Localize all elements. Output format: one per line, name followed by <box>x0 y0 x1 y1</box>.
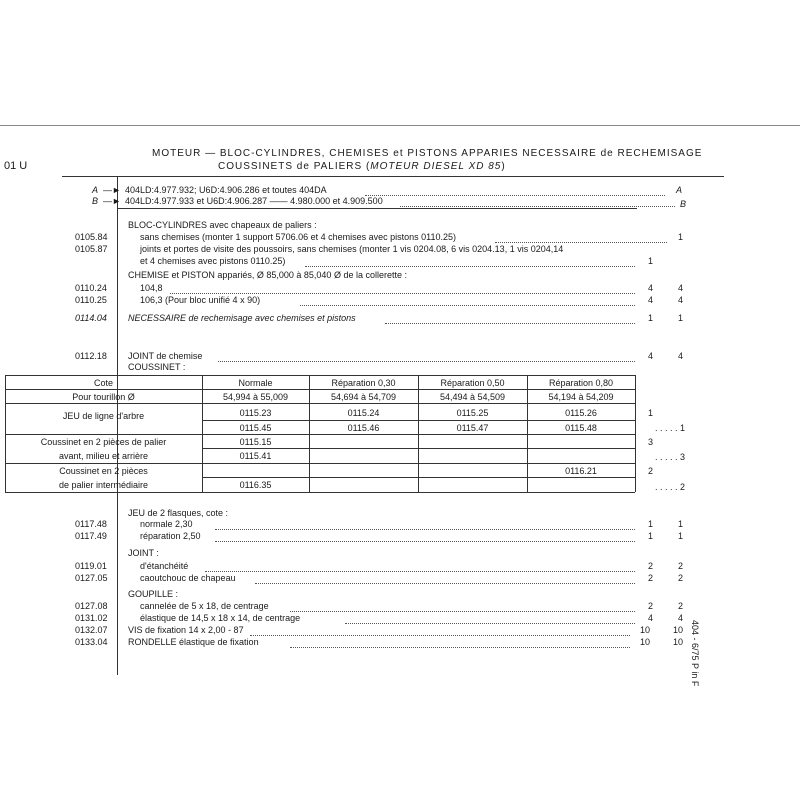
leader-dots <box>365 195 665 196</box>
table-cell: 0115.41 <box>239 451 272 461</box>
ref: 0117.48 <box>75 519 107 529</box>
qty: 2 <box>678 573 684 583</box>
qty: 1 <box>648 519 654 529</box>
leader-dots <box>290 611 635 612</box>
scan-edge <box>0 125 800 126</box>
leader-dots <box>255 583 635 584</box>
table-cell: 0115.48 <box>565 423 597 433</box>
ref: 0132.07 <box>75 625 108 635</box>
item-text: caoutchouc de chapeau <box>140 573 236 583</box>
table-cell: 0115.24 <box>347 408 380 418</box>
qty: 4 <box>648 613 654 623</box>
table-cell: 0115.26 <box>565 408 597 418</box>
qty: 1 <box>678 232 684 242</box>
qty: 4 <box>678 613 684 623</box>
row-label: Coussinet en 2 pièces <box>59 466 148 476</box>
leader-dots <box>345 623 635 624</box>
leader-dots <box>215 541 635 542</box>
item-text: 106,3 (Pour bloc unifié 4 x 90) <box>140 295 261 305</box>
col-header-rep30: Réparation 0,30 <box>331 378 396 388</box>
dots-label: . . . . . <box>655 482 678 492</box>
col-header-rep50: Réparation 0,50 <box>440 378 505 388</box>
qty: 3 <box>680 452 686 462</box>
side-code: 404 - 6/75 P in F <box>690 620 700 687</box>
flasques-heading: JEU de 2 flasques, cote : <box>128 508 229 518</box>
item-text: cannelée de 5 x 18, de centrage <box>140 601 269 611</box>
variant-b-right: B <box>680 199 687 209</box>
qty: 2 <box>680 482 686 492</box>
margin-rule <box>117 500 118 675</box>
qty: 2 <box>648 601 654 611</box>
table-cell: 0115.15 <box>239 437 272 447</box>
row-label: JEU de ligne d'arbre <box>62 411 145 421</box>
ref: 0131.02 <box>75 613 108 623</box>
qty: 10 <box>640 625 651 635</box>
item-text: normale 2,30 <box>140 519 193 529</box>
bloc-item-text-cont: et 4 chemises avec pistons 0110.25) <box>140 256 286 266</box>
table-cell: 54,494 à 54,509 <box>439 392 506 402</box>
qty: 10 <box>673 637 684 647</box>
qty: 4 <box>678 295 684 305</box>
qty: 2 <box>648 466 654 476</box>
table-cell: 0115.46 <box>347 423 380 433</box>
table-cell: 54,994 à 55,009 <box>222 392 289 402</box>
joint-heading: JOINT : <box>128 548 159 558</box>
qty: 2 <box>678 561 684 571</box>
leader-dots <box>215 529 635 530</box>
dots-label: . . . . . <box>655 423 678 433</box>
coussinet-heading: COUSSINET : <box>128 362 186 372</box>
leader-dots <box>385 323 635 324</box>
leader-dots <box>495 242 667 243</box>
ref: 0110.24 <box>75 283 107 293</box>
table-cell: 0115.45 <box>239 423 272 433</box>
arrow-icon: —► <box>103 185 121 195</box>
leader-dots <box>290 647 630 648</box>
item-text: 104,8 <box>140 283 163 293</box>
ref: 0117.49 <box>75 531 107 541</box>
ref-0105-87: 0105.87 <box>75 244 108 254</box>
qty: 4 <box>678 351 684 361</box>
leader-dots <box>300 305 635 306</box>
table-cell: 0116.21 <box>565 466 597 476</box>
arrow-icon: —► <box>103 196 121 206</box>
leader-dots <box>400 206 675 207</box>
qty: 1 <box>678 519 684 529</box>
qty: 1 <box>678 313 684 323</box>
page-code: 01 U <box>4 160 28 172</box>
row-label: avant, milieu et arrière <box>58 451 149 461</box>
table-cell: 0115.47 <box>456 423 489 433</box>
qty: 1 <box>648 256 654 266</box>
variant-b-letter: B <box>92 196 99 206</box>
qty: 1 <box>648 531 654 541</box>
ref: 0127.05 <box>75 573 108 583</box>
item-text: d'étanchéité <box>140 561 189 571</box>
ref: 0133.04 <box>75 637 108 647</box>
variant-a-right: A <box>676 185 683 195</box>
qty: 4 <box>648 295 654 305</box>
ref: 0112.18 <box>75 351 107 361</box>
ref: 0119.01 <box>75 561 107 571</box>
row-label: Pour tourillon Ø <box>72 392 135 402</box>
col-header-normale: Normale <box>238 378 273 388</box>
qty: 1 <box>648 408 654 418</box>
page-title: MOTEUR — BLOC-CYLINDRES, CHEMISES et PISTONS APPARIES NECESSAIRE de RECHEMISAGE <box>152 148 703 159</box>
leader-dots <box>218 361 635 362</box>
title-rule <box>62 176 724 177</box>
leader-dots <box>250 635 630 636</box>
table-cell: 0115.25 <box>456 408 489 418</box>
ref: 0114.04 <box>75 313 107 323</box>
qty: 1 <box>678 531 684 541</box>
ref: 0127.08 <box>75 601 108 611</box>
variant-a-letter: A <box>92 185 99 195</box>
ref: 0110.25 <box>75 295 107 305</box>
goupille-heading: GOUPILLE : <box>128 589 179 599</box>
bloc-heading: BLOC-CYLINDRES avec chapeaux de paliers : <box>128 220 317 230</box>
qty: 4 <box>648 283 654 293</box>
item-text: élastique de 14,5 x 18 x 14, de centrage <box>140 613 301 623</box>
qty: 1 <box>648 313 654 323</box>
qty: 4 <box>678 283 684 293</box>
bloc-item-text: joints et portes de visite des poussoirs, sans chemises (monter 1 vis 0204.08, 6 vis 0204.13, 1 vis 0204,14 <box>140 244 564 254</box>
page-subtitle: COUSSINETS de PALIERS (MOTEUR DIESEL XD 85) <box>218 161 506 172</box>
leader-dots <box>170 293 635 294</box>
table-cell: 0115.23 <box>239 408 272 418</box>
table-cell: 54,194 à 54,209 <box>548 392 614 402</box>
dots-label: . . . . . <box>655 452 678 462</box>
qty: 2 <box>648 573 654 583</box>
qty: 2 <box>678 601 684 611</box>
qty: 3 <box>648 437 654 447</box>
qty: 10 <box>640 637 651 647</box>
row-label: de palier intermédiaire <box>58 480 149 490</box>
leader-dots <box>305 266 635 267</box>
bloc-item-text: sans chemises (monter 1 support 5706.06 et 4 chemises avec pistons 0110.25) <box>140 232 457 242</box>
qty: 10 <box>673 625 684 635</box>
qty: 2 <box>648 561 654 571</box>
variant-b-text: 404LD:4.977.933 et U6D:4.906.287 —— 4.980.000 et 4.909.500 <box>125 196 383 206</box>
table-cell: 54,694 à 54,709 <box>330 392 397 402</box>
item-text: VIS de fixation 14 x 2,00 - 87 <box>128 625 244 635</box>
chemise-heading: CHEMISE et PISTON appariés, Ø 85,000 à 85,040 Ø de la collerette : <box>128 270 407 280</box>
item-text: JOINT de chemise <box>128 351 203 361</box>
table-cell: 0116.35 <box>239 480 272 490</box>
col-header-cote: Cote <box>93 378 113 388</box>
row-label: Coussinet en 2 pièces de palier <box>40 437 167 447</box>
item-text: NECESSAIRE de rechemisage avec chemises et pistons <box>128 313 356 323</box>
qty: 1 <box>680 423 686 433</box>
col-header-rep80: Réparation 0,80 <box>548 378 614 388</box>
qty: 4 <box>648 351 654 361</box>
item-text: réparation 2,50 <box>140 531 201 541</box>
item-text: RONDELLE élastique de fixation <box>128 637 259 647</box>
variant-a-text: 404LD:4.977.932; U6D:4.906.286 et toutes 404DA <box>125 185 327 195</box>
variant-rule <box>117 208 637 209</box>
leader-dots <box>205 571 635 572</box>
ref-0105-84: 0105.84 <box>75 232 108 242</box>
